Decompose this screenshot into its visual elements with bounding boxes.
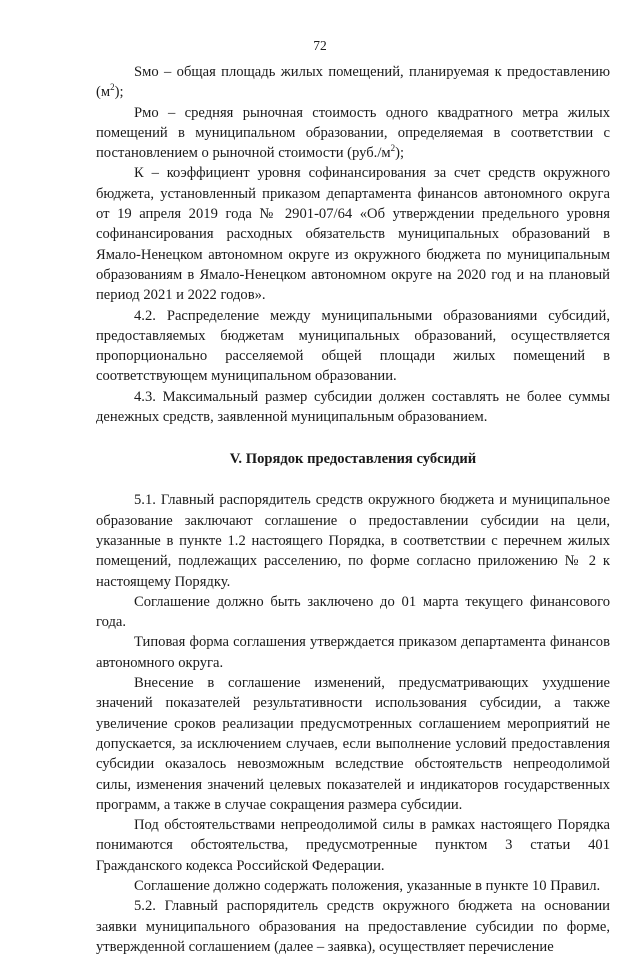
section-heading: V. Порядок предоставления субсидий <box>229 451 477 468</box>
paragraph-agreement-deadline: Соглашение должно быть заключено до 01 марта текущего финансового года. <box>96 593 610 631</box>
paragraph-force-majeure: Под обстоятельствами непреодолимой силы в рамках настоящего Порядка понимаются обстоятельства, предусмотренные пунктом 3 статьи 401 Гражданского кодекса Российской Федерации. <box>96 817 610 874</box>
paragraph-amendments: Внесение в соглашение изменений, предусматривающих ухудшение значений показателей результативности использования субсидии, а также увеличение сроков реализации предусмотренных соглашением мероприятий не допускается, за исключением случаев, если выполнение условий предоставления субсидии оказалось невозможным вследствие обстоятельств непреодолимой силы, изменения значений целевых показателей и индикаторов государственных программ, а также в случае сокращения размера субсидии. <box>96 675 610 813</box>
formula-term-rmo: Рмо – средняя рыночная стоимость одного квадратного метра жилых помещений в муниципальном образовании, определяемая в соответствии с постановлением о рыночной стоимости $(руб./м^2)$; <box>96 104 610 162</box>
page-number: 72 <box>313 38 327 53</box>
paragraph-4-2: 4.2. Распределение между муниципальными образованиями субсидий, предоставляемых бюджетам муниципальных образований, осуществляется пропорционально расселяемой общей площади жилых помещений в соответствующем муниципальном образовании. <box>96 307 610 385</box>
paragraph-standard-form: Типовая форма соглашения утверждается приказом департамента финансов автономного округа. <box>96 634 610 671</box>
paragraph-4-3: 4.3. Максимальный размер субсидии должен составлять не более суммы денежных средств, заявленной муниципальным образованием. <box>96 388 610 426</box>
paragraph-5-2: 5.2. Главный распорядитель средств окружного бюджета на основании заявки муниципального образования на предоставление субсидии по форме, утвержденной соглашением (далее – заявка), осуществляет перечисление <box>96 898 610 955</box>
paragraph-5-1: 5.1. Главный распорядитель средств окружного бюджета и муниципальное образование заключают соглашение о предоставлении субсидии на цели, указанные в пункте 1.2 настоящего Порядка, в соответствии с перечнем жилых помещений, подлежащих расселению, по форме согласно приложению № 2 к настоящему Порядку. <box>96 492 610 590</box>
paragraph-agreement-content: Соглашение должно содержать положения, указанные в пункте 10 Правил. <box>134 877 601 894</box>
formula-term-k: К – коэффициент уровня софинансирования за счет средств окружного бюджета, установленный приказом департамента финансов автономного округа от 19 апреля 2019 года № 2901-07/64 «Об утверждении предельного уровня софинансирования расходных обязательств муниципальных образований в Ямало-Ненецком автономном округе из окружного бюджета по муниципальным образованиям в Ямало-Ненецком автономном округе на 2020 год и на плановый период 2021 и 2022 годов». <box>96 165 610 304</box>
formula-term-smo: Sмо – общая площадь жилых помещений, планируемая к предоставлению $(м^2)$; <box>96 64 610 101</box>
document-body <box>96 62 610 957</box>
